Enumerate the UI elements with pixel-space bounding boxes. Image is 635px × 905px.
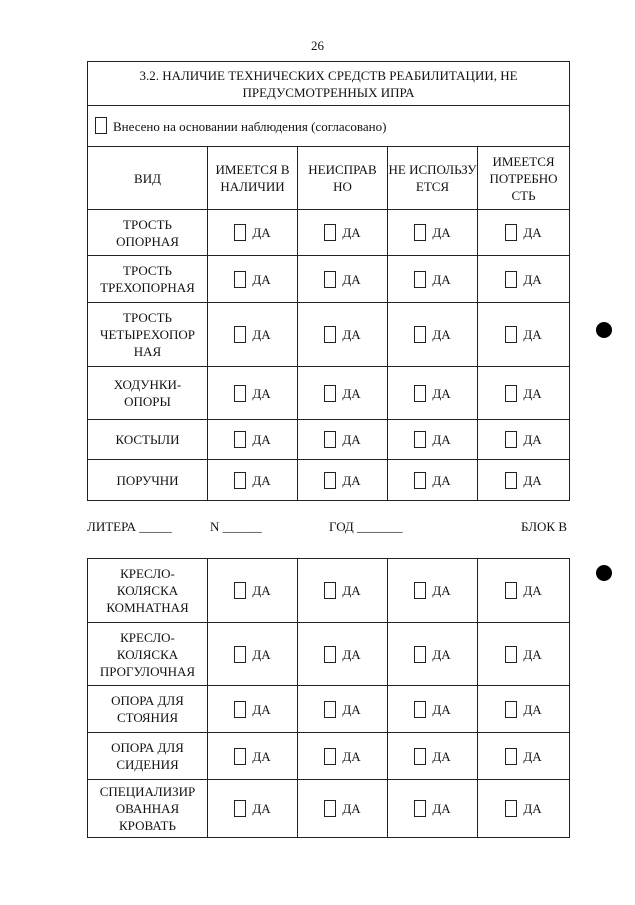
observation-row [88,106,570,147]
checkbox-cell [298,686,388,733]
checkbox-label: ДА [432,271,451,287]
checkbox-cell [478,210,570,256]
table-row [88,559,570,623]
checkbox-label: ДА [252,801,271,816]
checkbox[interactable] [505,582,517,599]
checkbox-cell [298,559,388,623]
device-name: КРЕСЛО- КОЛЯСКА ПРОГУЛОЧНАЯ [88,623,208,686]
checkbox-cell [298,420,388,460]
checkbox[interactable] [324,646,336,663]
device-name: СПЕЦИАЛИЗИР ОВАННАЯ КРОВАТЬ [88,780,208,838]
checkbox-label: ДА [342,271,361,287]
checkbox-label: ДА [342,327,361,342]
table-row [88,303,570,367]
checkbox[interactable] [234,431,246,448]
checkbox-cell [388,780,478,838]
checkbox-cell [208,686,298,733]
table-row [88,733,570,780]
checkbox[interactable] [324,472,336,489]
checkbox-label: ДА [432,583,451,598]
checkbox-cell [208,559,298,623]
checkbox-label: ДА [523,385,542,401]
punch-hole-mark [596,322,612,338]
checkbox-cell [208,623,298,686]
checkbox[interactable] [414,326,426,343]
checkbox[interactable] [505,701,517,718]
checkbox-label: ДА [342,748,361,764]
checkbox-label: ДА [523,646,542,662]
checkbox-cell [298,367,388,420]
checkbox[interactable] [234,271,246,288]
checkbox-label: ДА [252,385,271,401]
checkbox[interactable] [505,800,517,817]
checkbox[interactable] [414,582,426,599]
checkbox[interactable] [234,224,246,241]
checkbox-label: ДА [252,701,271,717]
checkbox-cell [478,367,570,420]
checkbox-cell [298,460,388,501]
table-row [88,210,570,256]
checkbox[interactable] [324,224,336,241]
checkbox-cell [208,420,298,460]
checkbox-cell [388,303,478,367]
checkbox-label: ДА [523,748,542,764]
checkbox[interactable] [505,326,517,343]
checkbox-label: ДА [342,385,361,401]
table-row [88,420,570,460]
checkbox[interactable] [414,224,426,241]
checkbox-label: ДА [342,646,361,662]
checkbox-cell [478,780,570,838]
header-not-used: НЕ ИСПОЛЬЗУ ЕТСЯ [388,147,478,210]
checkbox-cell [298,256,388,303]
checkbox[interactable] [505,271,517,288]
device-name: ХОДУНКИ- ОПОРЫ [88,367,208,420]
checkbox-label: ДА [252,472,271,488]
checkbox[interactable] [505,748,517,765]
checkbox-cell [208,256,298,303]
checkbox-cell [478,256,570,303]
header-needed: ИМЕЕТСЯ ПОТРЕБНО СТЬ [478,147,570,210]
checkbox[interactable] [324,431,336,448]
checkbox-cell [208,367,298,420]
checkbox-label: ДА [432,646,451,662]
checkbox[interactable] [324,800,336,817]
header-available: ИМЕЕТСЯ В НАЛИЧИИ [208,147,298,210]
section-title: 3.2. НАЛИЧИЕ ТЕХНИЧЕСКИХ СРЕДСТВ РЕАБИЛИТАЦИИ, НЕ ПРЕДУСМОТРЕННЫХ ИПРА [88,62,570,106]
observation-checkbox[interactable] [95,117,107,134]
checkbox[interactable] [234,701,246,718]
header-faulty: НЕИСПРАВ НО [298,147,388,210]
checkbox[interactable] [505,472,517,489]
checkbox-label: ДА [432,801,451,816]
header-type: ВИД [88,147,208,210]
checkbox-cell [388,256,478,303]
assistive-devices-table [87,61,570,501]
device-name: ОПОРА ДЛЯ СИДЕНИЯ [88,733,208,780]
checkbox-label: ДА [342,225,361,240]
checkbox-cell [388,686,478,733]
table-row [88,686,570,733]
checkbox-cell [208,460,298,501]
device-name: ТРОСТЬ ТРЕХОПОРНАЯ [88,256,208,303]
checkbox-cell [478,686,570,733]
checkbox[interactable] [505,385,517,402]
checkbox-cell [478,733,570,780]
checkbox-cell [388,623,478,686]
punch-hole-mark [596,565,612,581]
device-name: ТРОСТЬ ЧЕТЫРЕХОПОР НАЯ [88,303,208,367]
device-name: КОСТЫЛИ [88,420,208,460]
checkbox[interactable] [324,326,336,343]
checkbox-cell [298,210,388,256]
table-row [88,256,570,303]
checkbox-cell [388,420,478,460]
checkbox-label: ДА [342,432,361,447]
checkbox-cell [208,303,298,367]
checkbox[interactable] [414,431,426,448]
checkbox-label: ДА [432,701,451,717]
table-row [88,623,570,686]
checkbox-cell [208,733,298,780]
checkbox-label: ДА [523,271,542,287]
checkbox-label: ДА [252,748,271,764]
observation-note: Внесено на основании наблюдения (согласовано) [113,119,387,134]
checkbox[interactable] [234,646,246,663]
checkbox-label: ДА [252,432,271,447]
checkbox[interactable] [505,431,517,448]
checkbox-cell [388,367,478,420]
checkbox[interactable] [414,701,426,718]
checkbox-cell [388,460,478,501]
checkbox-label: ДА [523,432,542,447]
number-field[interactable]: N ______ [210,519,262,534]
checkbox-cell [478,623,570,686]
checkbox-cell [298,623,388,686]
checkbox-label: ДА [523,327,542,342]
checkbox-label: ДА [342,472,361,488]
checkbox-label: ДА [252,327,271,342]
checkbox-label: ДА [432,432,451,447]
table-header [88,147,570,210]
checkbox-cell [298,733,388,780]
checkbox-label: ДА [432,225,451,240]
assistive-devices-table-2 [87,558,570,838]
checkbox-label: ДА [342,801,361,816]
checkbox[interactable] [234,800,246,817]
checkbox[interactable] [324,271,336,288]
device-name: ПОРУЧНИ [88,460,208,501]
checkbox[interactable] [234,748,246,765]
checkbox-label: ДА [252,646,271,662]
checkbox-cell [388,210,478,256]
checkbox[interactable] [414,271,426,288]
checkbox-cell [388,559,478,623]
checkbox-label: ДА [252,583,271,598]
checkbox-cell [298,303,388,367]
block-label: БЛОК В [521,519,567,534]
checkbox[interactable] [414,800,426,817]
checkbox-label: ДА [252,225,271,240]
checkbox-label: ДА [523,701,542,717]
year-field[interactable]: ГОД _______ [329,519,403,534]
checkbox-label: ДА [432,385,451,401]
litera-field[interactable]: ЛИТЕРА _____ [87,519,172,534]
table-row [88,367,570,420]
checkbox[interactable] [414,748,426,765]
checkbox-label: ДА [342,701,361,717]
checkbox[interactable] [324,701,336,718]
checkbox-label: ДА [432,748,451,764]
checkbox[interactable] [324,582,336,599]
checkbox-label: ДА [432,472,451,488]
page-number: 26 [311,38,324,53]
checkbox-label: ДА [252,271,271,287]
checkbox-label: ДА [432,327,451,342]
checkbox[interactable] [324,748,336,765]
table-row [88,460,570,501]
checkbox-cell [478,303,570,367]
checkbox-cell [298,780,388,838]
checkbox-cell [478,460,570,501]
checkbox[interactable] [234,385,246,402]
checkbox[interactable] [414,385,426,402]
checkbox-cell [478,559,570,623]
checkbox[interactable] [234,582,246,599]
checkbox[interactable] [414,646,426,663]
checkbox-label: ДА [523,801,542,816]
checkbox-label: ДА [523,583,542,598]
device-name: ТРОСТЬ ОПОРНАЯ [88,210,208,256]
checkbox[interactable] [324,385,336,402]
checkbox[interactable] [505,224,517,241]
checkbox-label: ДА [523,472,542,488]
checkbox-cell [478,420,570,460]
checkbox[interactable] [234,472,246,489]
device-name: КРЕСЛО- КОЛЯСКА КОМНАТНАЯ [88,559,208,623]
checkbox-cell [208,210,298,256]
checkbox-label: ДА [523,225,542,240]
table-row [88,780,570,838]
checkbox-cell [388,733,478,780]
device-name: ОПОРА ДЛЯ СТОЯНИЯ [88,686,208,733]
checkbox[interactable] [505,646,517,663]
checkbox-cell [208,780,298,838]
form-fields-line [87,519,569,537]
checkbox[interactable] [414,472,426,489]
checkbox[interactable] [234,326,246,343]
checkbox-label: ДА [342,583,361,598]
